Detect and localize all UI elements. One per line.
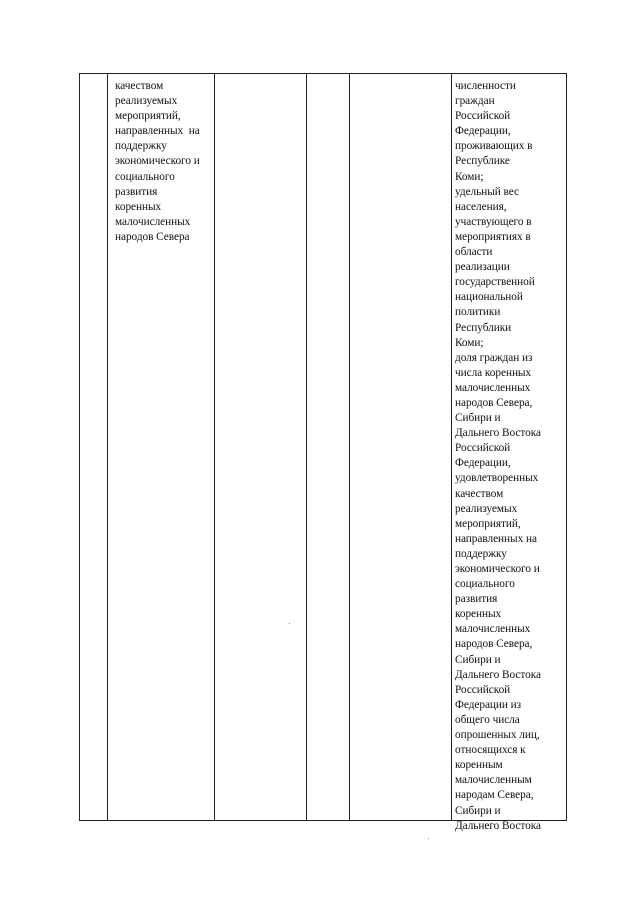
scan-artifact	[428, 838, 429, 839]
column-divider	[107, 74, 108, 820]
description-cell-text: качеством реализуемых мероприятий, направленных на поддержку экономического и социального развития коренных малочисленных народов Севера	[115, 80, 200, 243]
scan-artifact	[289, 623, 290, 624]
indicators-cell-text: численности граждан Российской Федерации, проживающих в Республике Коми; удельный вес населения, участвующего в мероприятиях в области реализации государственной национальной политики Республики Коми; доля граждан из числа коренных малочисленных народов Севера, Сибири и Дальнего Востока Российской Федерации, удовлетворенных качеством реализуемых мероприятий, направленных на поддержку экономического и социального развития коренных малочисленных народов Севера, Сибири и Дальнего Востока Российской Федерации из общего числа опрошенных лиц, относящихся к коренным малочисленным народам Севера, Сибири и Дальнего Востока	[455, 80, 541, 832]
column-divider	[349, 74, 350, 820]
column-divider	[306, 74, 307, 820]
column-divider	[214, 74, 215, 820]
column-divider	[451, 74, 452, 820]
document-table	[79, 73, 567, 832]
